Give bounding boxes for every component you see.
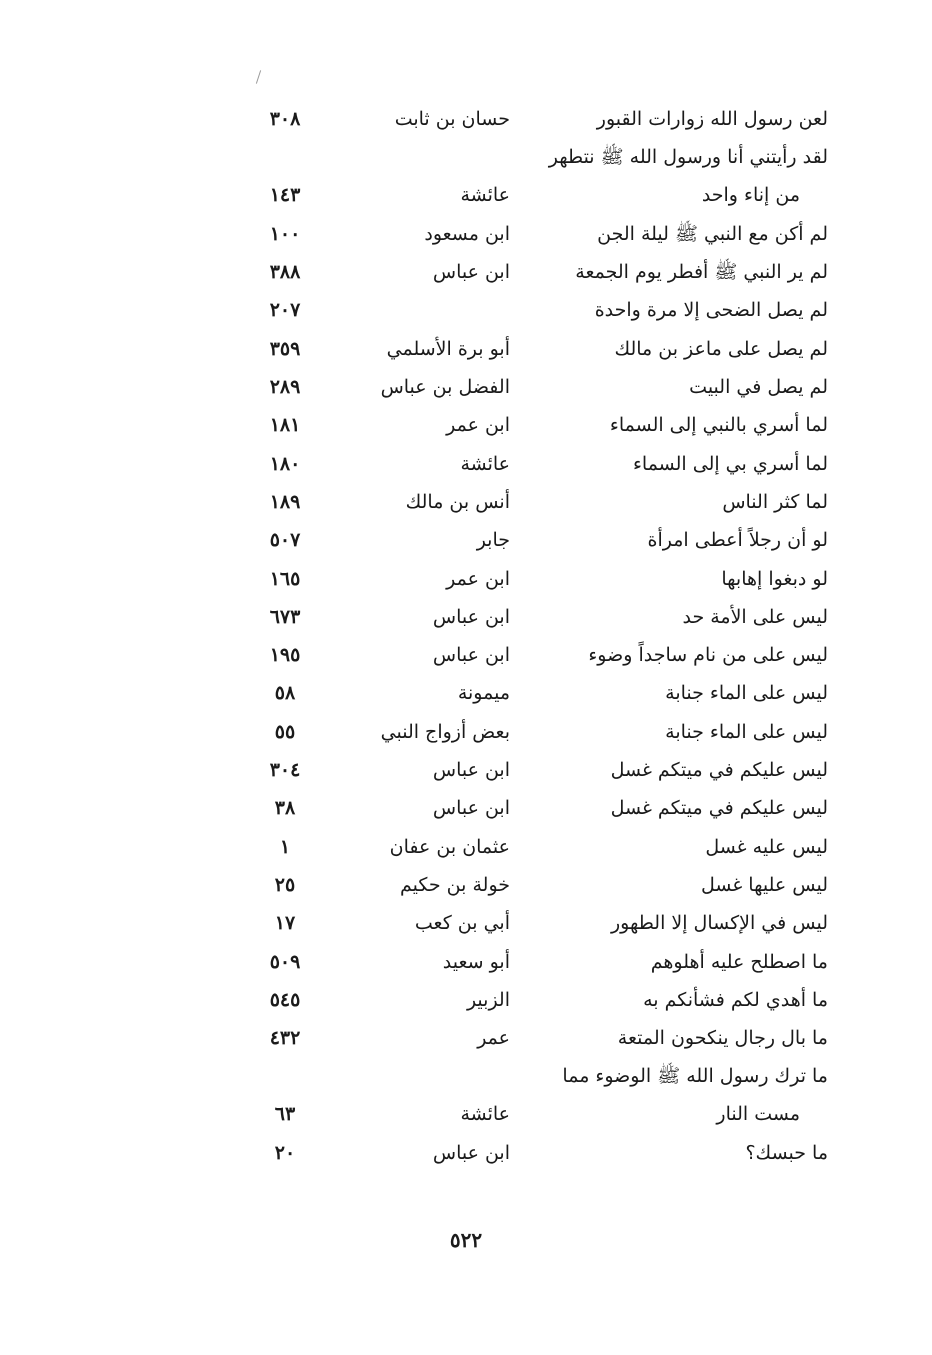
index-row [240, 711, 840, 749]
narrator-name: بعض أزواج النبي [380, 720, 510, 743]
page-reference: ٣٠٤ [269, 759, 301, 782]
index-row [240, 289, 840, 327]
hadith-index-list [240, 98, 840, 1170]
index-row [240, 596, 840, 634]
hadith-line: لم يصل في البيت [689, 376, 828, 399]
hadith-text [528, 521, 828, 559]
hadith-text [528, 1134, 828, 1172]
narrator-name: جابر [476, 529, 510, 552]
hadith-text [528, 291, 828, 329]
index-row [240, 443, 840, 481]
hadith-text [528, 1057, 828, 1133]
page-reference: ١٤٣ [269, 184, 301, 207]
hadith-line: ليس على الماء جنابة [665, 720, 828, 743]
page-reference: ٣٥٩ [269, 337, 301, 360]
narrator-name: ابن عباس [432, 759, 510, 782]
hadith-line: لم يصل الضحى إلا مرة واحدة [594, 299, 828, 322]
page-number: ٥٢٢ [449, 1228, 483, 1252]
hadith-line: ليس على من نام ساجداً وضوء [588, 644, 828, 667]
narrator-name: ابن عباس [432, 797, 510, 820]
narrator-name: أبي بن كعب [414, 912, 510, 935]
index-row [240, 1132, 840, 1170]
page-reference: ١٨١ [269, 414, 301, 437]
hadith-text [528, 406, 828, 444]
narrator-name: الفضل بن عباس [380, 376, 510, 399]
page-reference: ٥٤٥ [269, 988, 301, 1011]
hadith-line: لعن رسول الله زوارات القبور [596, 108, 828, 130]
index-row [240, 787, 840, 825]
hadith-text [528, 560, 828, 598]
margin-mark [256, 70, 261, 84]
page-reference: ٥٨ [274, 682, 296, 705]
page-reference: ١٨٠ [269, 452, 301, 475]
hadith-text [528, 445, 828, 483]
hadith-line: لم ير النبي ﷺ أفطر يوم الجمعة [575, 261, 828, 284]
narrator-name: عائشة [460, 1103, 510, 1126]
hadith-line: ليس في الإكسال إلا الطهور [610, 912, 828, 935]
index-row [240, 558, 840, 596]
narrator-name: ابن عباس [432, 644, 510, 667]
hadith-line: لو دبغوا إهابها [721, 567, 828, 590]
hadith-text [528, 866, 828, 904]
index-row [240, 366, 840, 404]
hadith-text [528, 138, 828, 214]
index-row [240, 404, 840, 442]
hadith-line: ليس عليكم في ميتكم غسل [610, 797, 828, 820]
hadith-line: ما بال رجال ينكحون المتعة [617, 1027, 828, 1050]
hadith-line: لو أن رجلاً أعطى امرأة [647, 529, 828, 552]
hadith-line: لم يصل على ماعز بن مالك [614, 337, 828, 360]
hadith-line: ليس عليكم في ميتكم غسل [610, 759, 828, 782]
narrator-name: ابن عمر [446, 414, 510, 437]
index-row [240, 979, 840, 1017]
page-reference: ١٩٥ [269, 644, 301, 667]
page-reference: ١ [279, 835, 291, 858]
hadith-line: لما كثر الناس [722, 490, 828, 513]
index-row [240, 213, 840, 251]
hadith-text [528, 598, 828, 636]
hadith-text [528, 1019, 828, 1057]
hadith-line: ليس على الأمة حد [682, 605, 828, 628]
narrator-name: ابن عباس [432, 261, 510, 284]
hadith-line-continuation: مست النار [716, 1103, 800, 1126]
hadith-line: ما أهدي لكم فشأنكم به [643, 988, 828, 1011]
index-row [240, 749, 840, 787]
index-row [240, 634, 840, 672]
page-reference: ٣٨٨ [269, 261, 301, 284]
index-row [240, 519, 840, 557]
hadith-text [528, 215, 828, 253]
narrator-name: ميمونة [457, 682, 510, 705]
index-row [240, 864, 840, 902]
page-reference: ٦٣ [274, 1103, 296, 1126]
narrator-name: عمر [477, 1027, 510, 1050]
hadith-line: ما حبسك؟ [745, 1142, 828, 1165]
hadith-text [528, 751, 828, 789]
index-row [240, 826, 840, 864]
page-reference: ١٠٠ [269, 222, 301, 245]
page-reference: ٥٥ [274, 720, 296, 743]
narrator-name: ابن عباس [432, 1142, 510, 1165]
page-reference: ٢٠ [274, 1142, 296, 1165]
hadith-line: لم أكن مع النبي ﷺ ليلة الجن [597, 222, 828, 245]
page-reference: ٦٧٣ [269, 605, 301, 628]
narrator-name: عائشة [460, 184, 510, 207]
hadith-line: لقد رأيتني أنا ورسول الله ﷺ نتطهر [548, 146, 828, 169]
narrator-name: ابن مسعود [424, 222, 510, 245]
page-reference: ٢٨٩ [269, 376, 301, 399]
hadith-text [528, 483, 828, 521]
hadith-text [528, 368, 828, 406]
narrator-name: الزبير [466, 988, 510, 1011]
narrator-name: عائشة [460, 452, 510, 475]
hadith-line: ليس على الماء جنابة [665, 682, 828, 705]
index-row [240, 941, 840, 979]
hadith-text [528, 330, 828, 368]
hadith-text [528, 253, 828, 291]
hadith-line: لما أسري بالنبي إلى السماء [609, 414, 828, 437]
hadith-line: ما ترك رسول الله ﷺ الوضوء مما [562, 1065, 828, 1088]
hadith-line: لما أسري بي إلى السماء [632, 452, 828, 475]
page-reference: ٥٠٧ [269, 529, 301, 552]
hadith-text [528, 674, 828, 712]
narrator-name: أنس بن مالك [405, 490, 510, 513]
hadith-line: ليس عليها غسل [700, 873, 828, 896]
index-row [240, 98, 840, 136]
hadith-text [528, 100, 828, 138]
narrator-name: ابن عباس [432, 605, 510, 628]
index-row [240, 481, 840, 519]
index-row [240, 1017, 840, 1055]
page-reference: ١٦٥ [269, 567, 301, 590]
narrator-name: عثمان بن عفان [389, 835, 510, 858]
page-reference: ٣٠٨ [269, 108, 301, 130]
page-reference: ٥٠٩ [269, 950, 301, 973]
hadith-text [528, 904, 828, 942]
hadith-text [528, 943, 828, 981]
page-reference: ٣٨ [274, 797, 296, 820]
narrator-name: أبو سعيد [442, 950, 510, 973]
index-row [240, 328, 840, 366]
narrator-name: خولة بن حكيم [400, 873, 510, 896]
hadith-text [528, 789, 828, 827]
page-reference: ٤٣٢ [269, 1027, 301, 1050]
hadith-text [528, 713, 828, 751]
index-row [240, 136, 840, 213]
page-reference: ٢٥ [274, 873, 296, 896]
narrator-name: أبو برة الأسلمي [386, 337, 510, 360]
page-reference: ٢٠٧ [269, 299, 301, 322]
page-reference: ١٧ [274, 912, 296, 935]
narrator-name: ابن عمر [446, 567, 510, 590]
page-reference: ١٨٩ [269, 490, 301, 513]
hadith-text [528, 636, 828, 674]
hadith-text [528, 981, 828, 1019]
hadith-line-continuation: من إناء واحد [701, 184, 800, 207]
index-row [240, 251, 840, 289]
hadith-line: ما اصطلح عليه أهلوهم [650, 950, 828, 973]
index-row [240, 1055, 840, 1132]
narrator-name: حسان بن ثابت [394, 108, 510, 130]
index-row [240, 672, 840, 710]
hadith-text [528, 828, 828, 866]
hadith-line: ليس عليه غسل [705, 835, 828, 858]
index-row [240, 902, 840, 940]
